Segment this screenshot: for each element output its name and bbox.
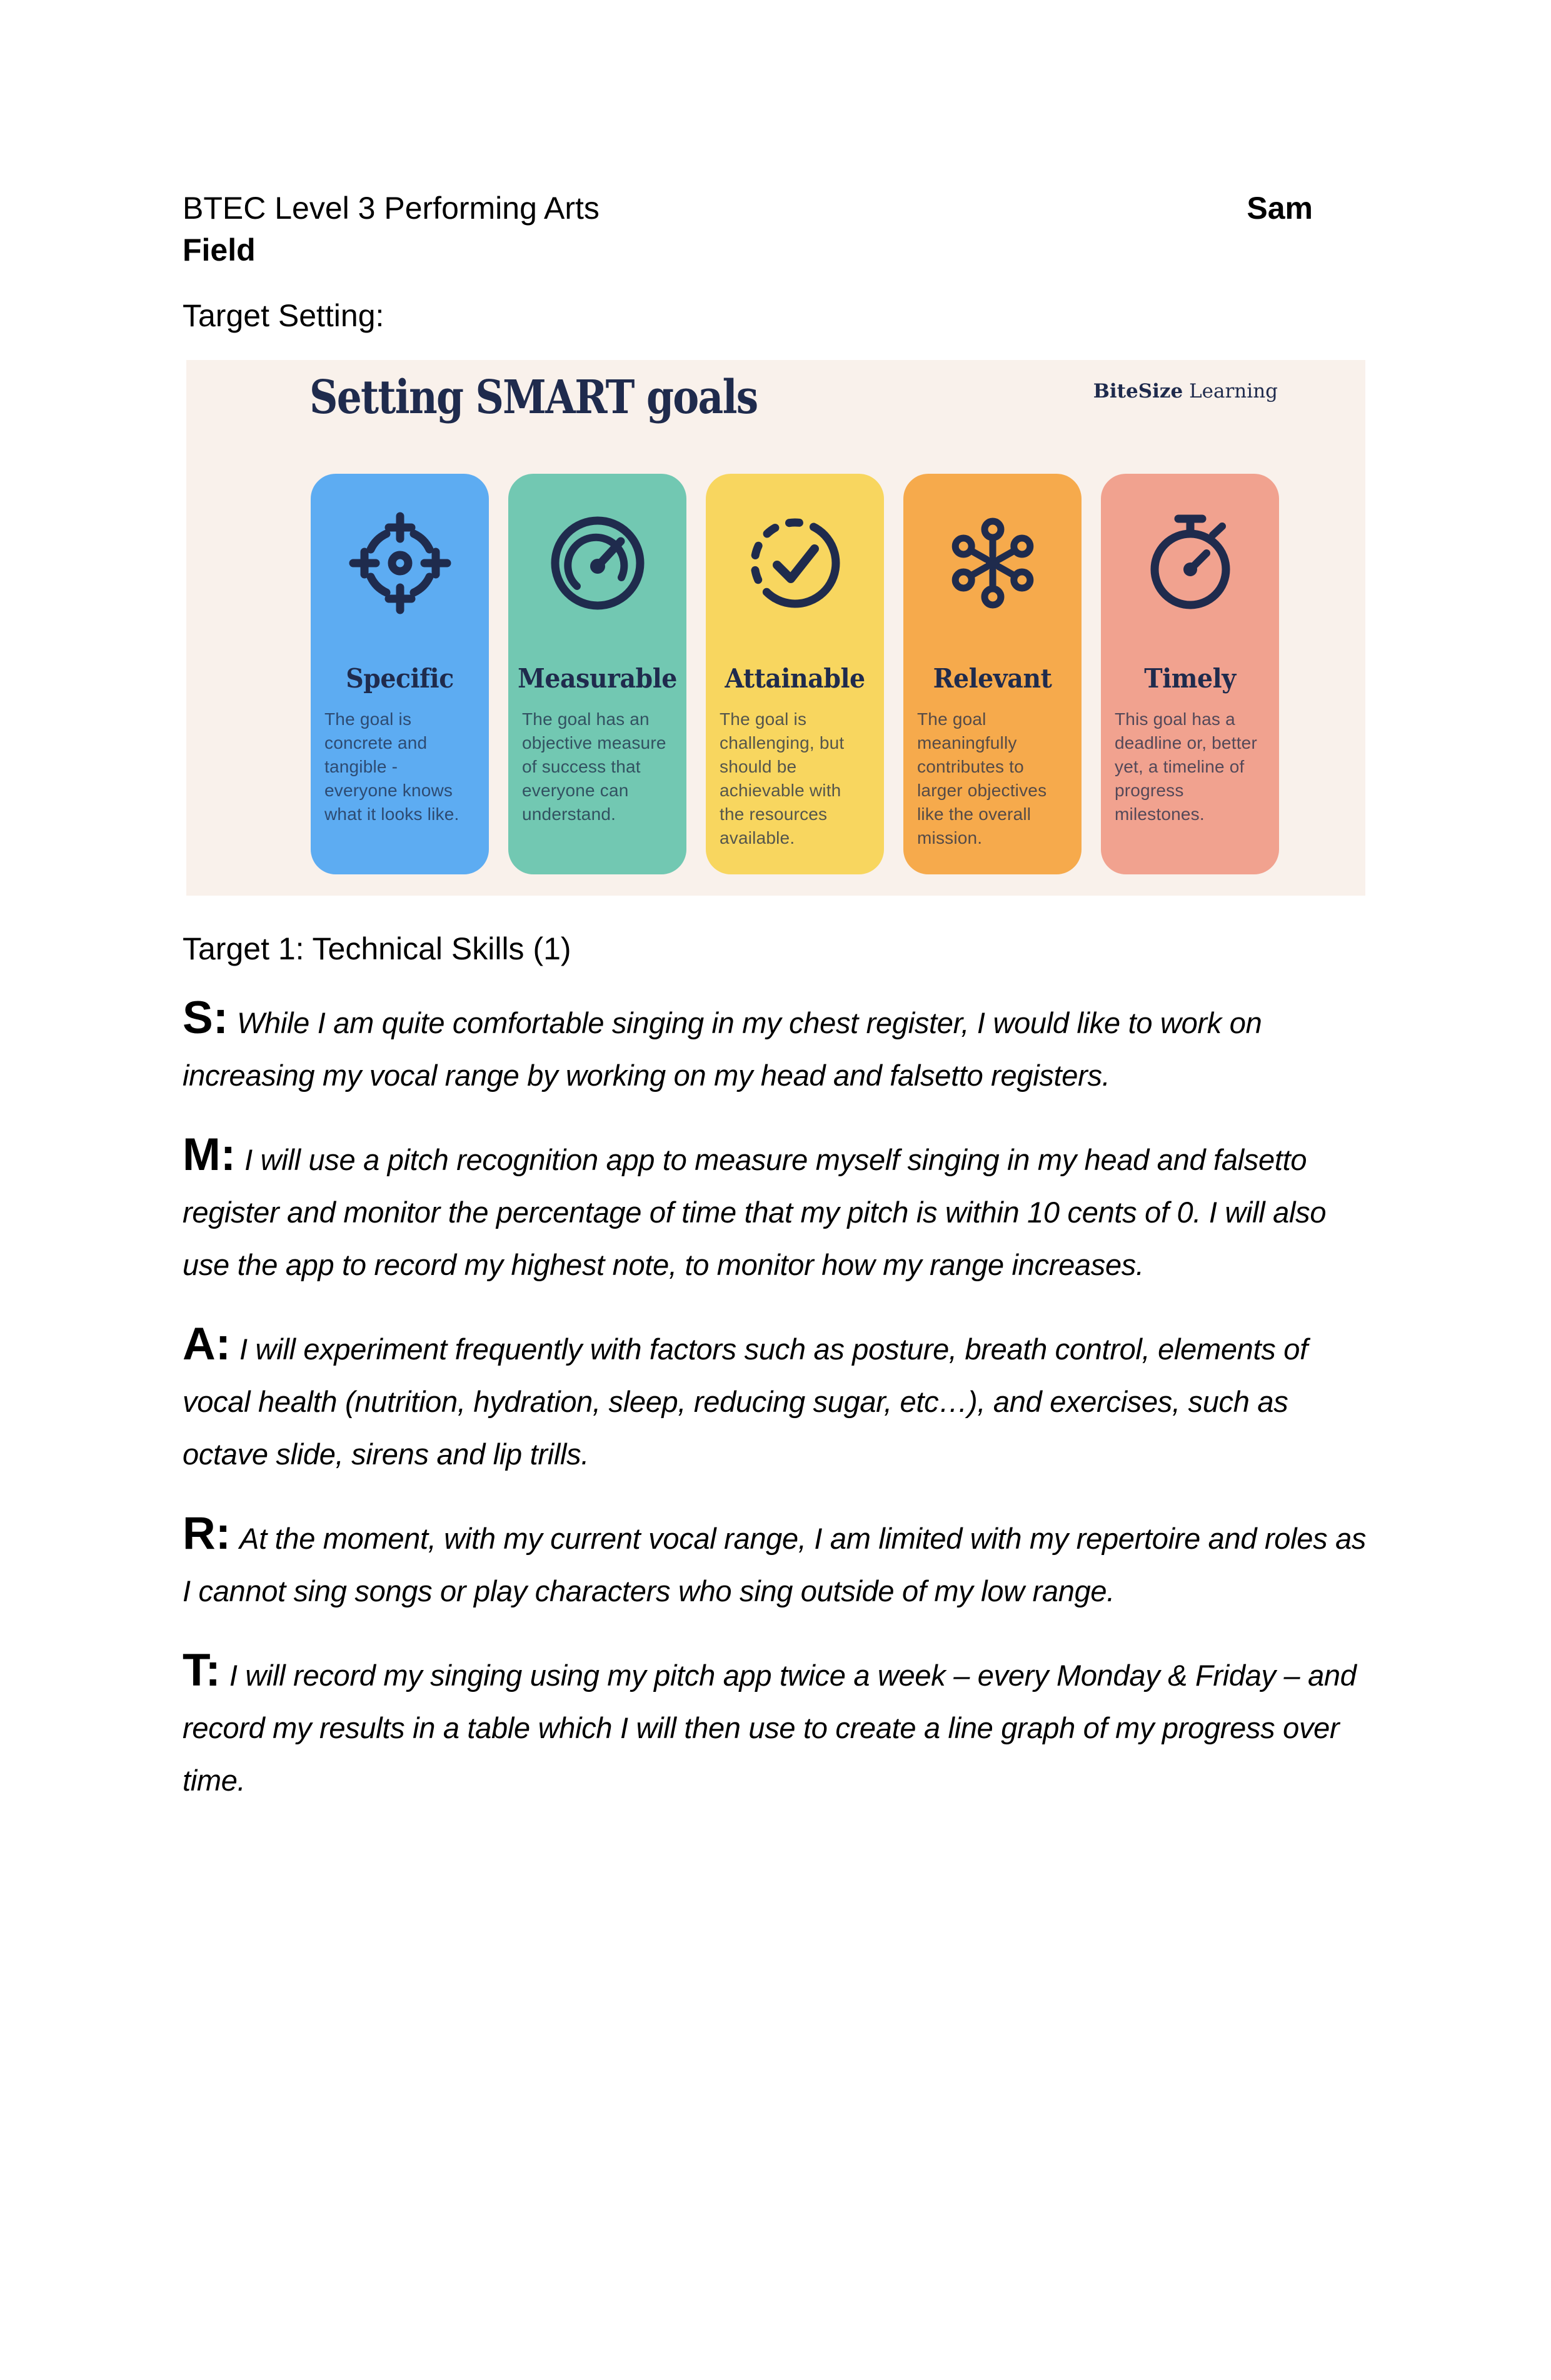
smart-cards-row [311, 474, 1279, 874]
stopwatch-icon [1137, 510, 1243, 616]
smart-letter-r: R: [183, 1508, 231, 1559]
smart-letter-s: S: [183, 992, 228, 1043]
header-row-1 [183, 188, 1377, 229]
card-description: This goal has a deadline or, better yet, a timeline of progress milestones. [1115, 709, 1257, 824]
card-title: Timely [1144, 663, 1236, 694]
card-description: The goal has an objective measure of success that everyone can understand. [522, 709, 666, 824]
smart-text-a: I will experiment frequently with factors such as posture, breath control, elements of vocal health (nutrition, hydration, sleep, reducing sugar, etc…), and exercises, such as octave slide, sirens and lip trills. [183, 1332, 1308, 1471]
card-description: The goal is concrete and tangible - everyone knows what it looks like. [324, 709, 459, 824]
smart-goals-infographic [186, 360, 1365, 896]
check-circle-icon [742, 510, 848, 616]
card-description: The goal meaningfully contributes to larger objectives like the overall mission. [917, 709, 1047, 848]
gauge-icon [545, 510, 651, 616]
smart-letter-m: M: [183, 1129, 236, 1180]
student-first-name: Sam [1247, 191, 1313, 226]
target-icon [347, 510, 453, 616]
page-content [0, 188, 1551, 1807]
card-title: Attainable [725, 663, 865, 694]
brand-bold: BiteSize [1093, 380, 1183, 402]
smart-paragraph-m [183, 1129, 1377, 1291]
card-specific [311, 474, 489, 874]
smart-letter-t: T: [183, 1645, 221, 1696]
document-header [183, 188, 1377, 271]
smart-text-s: While I am quite comfortable singing in my chest register, I would like to work on increasing my vocal range by working on my head and falsetto registers. [183, 1006, 1262, 1092]
brand-regular: Learning [1189, 380, 1278, 402]
infographic-title: Setting SMART goals [309, 371, 758, 424]
card-title: Relevant [933, 663, 1052, 694]
card-relevant [903, 474, 1082, 874]
section-label: Target Setting: [183, 298, 384, 333]
smart-paragraph-a [183, 1319, 1377, 1481]
document-page [0, 188, 1551, 2380]
network-icon [940, 510, 1046, 616]
smart-text-r: At the moment, with my current vocal range, I am limited with my repertoire and roles as I cannot sing songs or play characters who sing outside of my low range. [183, 1522, 1367, 1608]
smart-letter-a: A: [183, 1319, 231, 1369]
card-measurable [508, 474, 686, 874]
course-title: BTEC Level 3 Performing Arts [183, 191, 600, 226]
card-description: The goal is challenging, but should be achievable with the resources available. [720, 709, 845, 848]
card-title: Measurable [518, 663, 677, 694]
target-heading: Target 1: Technical Skills (1) [183, 931, 571, 966]
smart-text-m: I will use a pitch recognition app to measure myself singing in my head and falsetto register and monitor the percentage of time that my pitch is within 10 cents of 0. I will also use the app to record my highest note, to monitor how my range increases. [183, 1143, 1327, 1281]
smart-paragraph-r [183, 1508, 1377, 1618]
student-last-name: Field [183, 232, 256, 268]
card-title: Specific [346, 663, 454, 694]
card-attainable [706, 474, 884, 874]
smart-paragraph-t [183, 1645, 1377, 1807]
card-timely [1101, 474, 1279, 874]
smart-text-t: I will record my singing using my pitch app twice a week – every Monday & Friday – and record my results in a table which I will then use to create a line graph of my progress over time. [183, 1659, 1357, 1797]
smart-paragraph-s [183, 992, 1377, 1102]
bitesize-learning-logo [1093, 380, 1278, 402]
